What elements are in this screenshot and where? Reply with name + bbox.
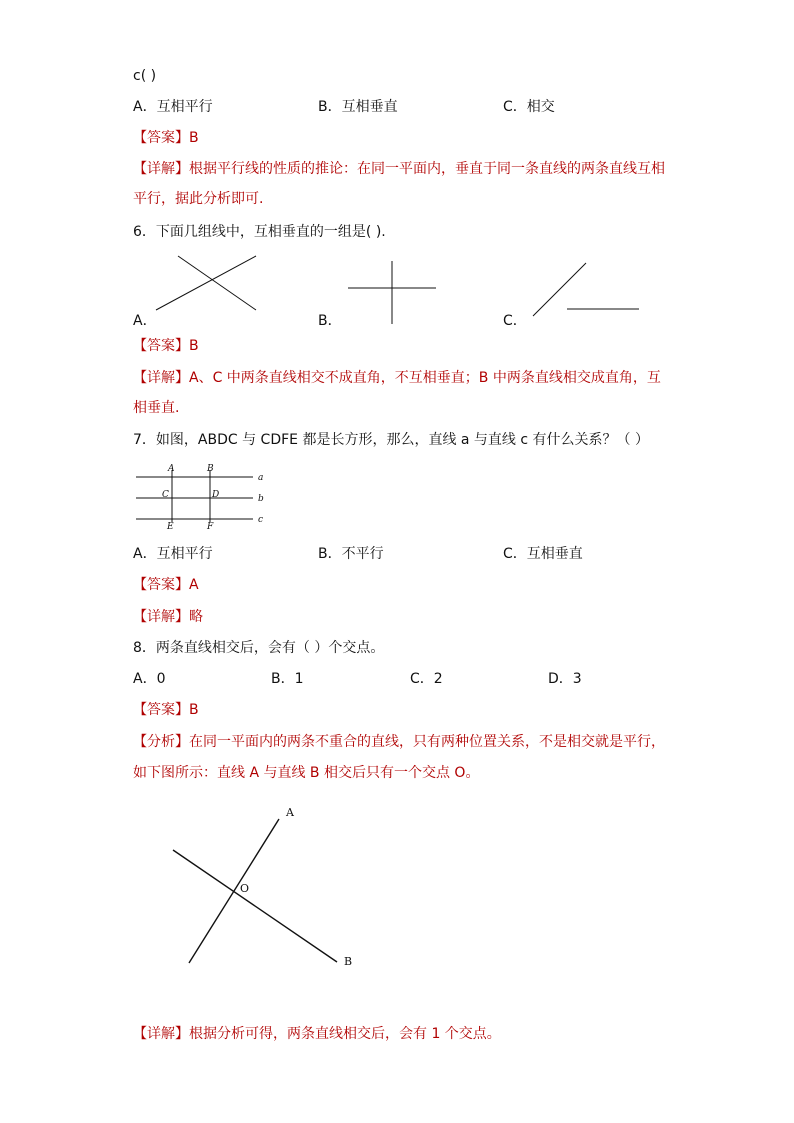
- q7-label-D: D: [212, 490, 220, 500]
- q7-stem: 7．如图，ABDC 与 CDFE 都是长方形，那么，直线 a 与直线 c 有什么关系？（ ）: [133, 432, 649, 448]
- q6-detail-line1: [133, 368, 661, 388]
- q7-answer: [133, 575, 199, 595]
- q7-option-b: B．不平行: [318, 546, 384, 562]
- q7-label-c: c: [258, 515, 264, 525]
- answer-value: B: [189, 130, 199, 146]
- detail-text: A、C 中两条直线相交不成直角，不互相垂直；B 中两条直线相交成直角，互: [189, 370, 661, 386]
- answer-tag: 【答案】: [133, 338, 189, 354]
- detail-text: 根据分析可得，两条直线相交后，会有 1 个交点。: [189, 1026, 501, 1042]
- q5-stem-tail: c( ): [133, 68, 157, 84]
- q8-analysis-line1: [133, 732, 665, 752]
- q6-detail-line2: 相垂直.: [133, 400, 180, 416]
- analysis-text: 在同一平面内的两条不重合的直线，只有两种位置关系，不是相交就是平行，: [189, 734, 665, 750]
- q8-option-a: A．0: [133, 671, 166, 687]
- analysis-tag: 【分析】: [133, 734, 189, 750]
- q8-answer: [133, 700, 199, 720]
- q6-option-b-label: B．: [318, 313, 342, 329]
- q8-detail: [133, 1024, 501, 1044]
- q7-detail: [133, 607, 203, 627]
- q6-option-c-label: C．: [503, 313, 527, 329]
- answer-value: B: [189, 338, 199, 354]
- q5-option-b: B．互相垂直: [318, 99, 398, 115]
- q8-label-B: B: [344, 955, 353, 968]
- q7-label-B: B: [207, 464, 214, 474]
- detail-text: 略: [189, 609, 203, 625]
- q7-option-a: A．互相平行: [133, 546, 213, 562]
- q6-stem: 6．下面几组线中，互相垂直的一组是( ).: [133, 224, 386, 240]
- q8-option-b: B．1: [271, 671, 304, 687]
- q6-option-a-label: A．: [133, 313, 157, 329]
- answer-tag: 【答案】: [133, 702, 189, 718]
- q6-figure-a: [150, 252, 260, 314]
- q8-option-c: C．2: [410, 671, 443, 687]
- q7-label-a: a: [258, 473, 264, 483]
- answer-value: A: [189, 577, 199, 593]
- q8-figure: [170, 800, 365, 972]
- detail-tag: 【详解】: [133, 370, 189, 386]
- q7-label-C: C: [162, 490, 169, 500]
- q5-option-a: A．互相平行: [133, 99, 213, 115]
- q8-label-O: O: [240, 882, 250, 895]
- q7-label-A: A: [168, 464, 175, 474]
- detail-tag: 【详解】: [133, 1026, 189, 1042]
- detail-text: 根据平行线的性质的推论：在同一平面内，垂直于同一条直线的两条直线互相: [189, 161, 665, 177]
- q5-detail-line1: [133, 159, 665, 179]
- q5-answer: [133, 128, 199, 148]
- q8-label-A: A: [286, 806, 294, 819]
- q7-label-E: E: [167, 522, 174, 532]
- q6-figure-c: [530, 260, 642, 320]
- q5-option-c: C．相交: [503, 99, 555, 115]
- answer-tag: 【答案】: [133, 577, 189, 593]
- q8-analysis-line2: 如下图所示：直线 A 与直线 B 相交后只有一个交点 O。: [133, 765, 480, 781]
- q6-figure-b: [345, 260, 440, 326]
- answer-value: B: [189, 702, 199, 718]
- q7-label-b: b: [258, 494, 264, 504]
- answer-tag: 【答案】: [133, 130, 189, 146]
- q7-figure: [133, 460, 273, 535]
- q8-option-d: D．3: [548, 671, 582, 687]
- q8-stem: 8．两条直线相交后，会有（ ）个交点。: [133, 640, 385, 656]
- q7-label-F: F: [207, 522, 214, 532]
- q7-option-c: C．互相垂直: [503, 546, 583, 562]
- detail-tag: 【详解】: [133, 609, 189, 625]
- q6-answer: [133, 336, 199, 356]
- detail-tag: 【详解】: [133, 161, 189, 177]
- q5-detail-line2: 平行，据此分析即可.: [133, 191, 264, 207]
